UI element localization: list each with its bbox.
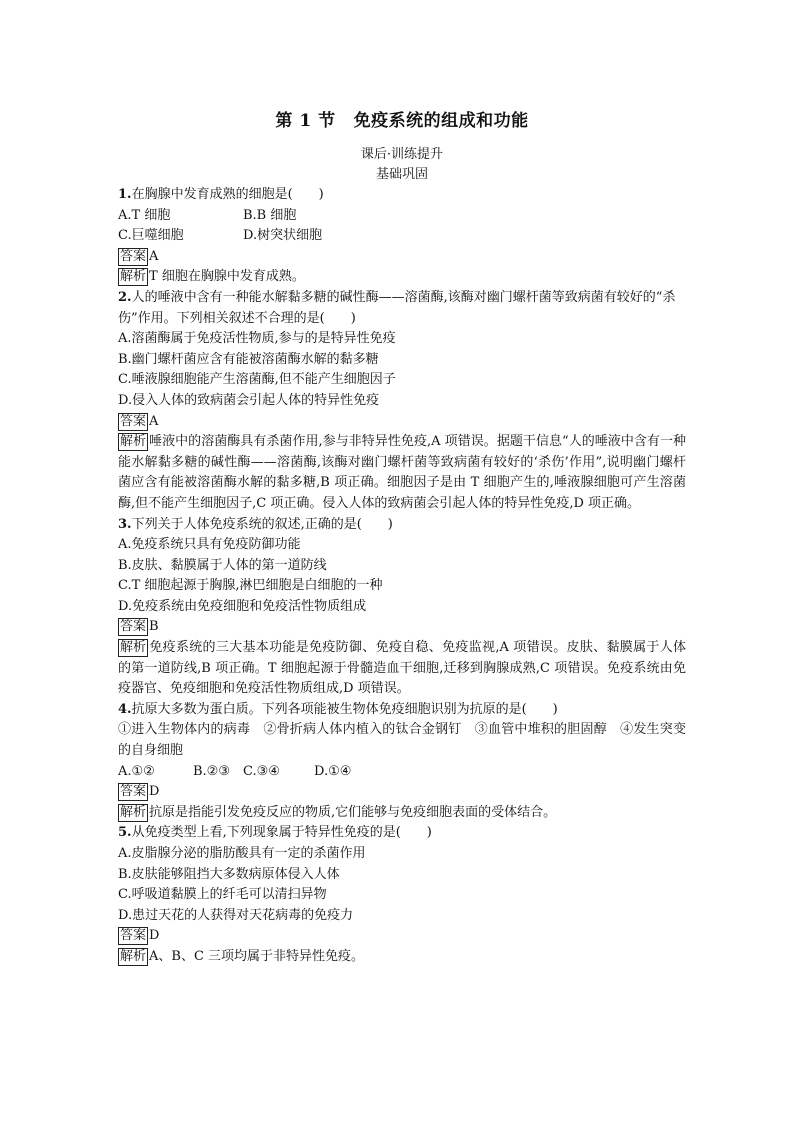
question-number: 5. bbox=[118, 825, 132, 841]
question-stem: 人的唾液中含有一种能水解黏多糖的碱性酶——溶菌酶,该酶对幽门螺杆菌等致病菌有较好的“杀伤”作用。下列相关叙述不合理的是( ) bbox=[118, 289, 676, 326]
subtitle-practice: 课后·训练提升 bbox=[360, 147, 444, 162]
question-stem: 下列关于人体免疫系统的叙述,正确的是( ) bbox=[131, 516, 393, 532]
question-2 bbox=[118, 288, 686, 329]
question-5 bbox=[118, 823, 686, 844]
answer-value: D bbox=[149, 784, 160, 800]
answer-line bbox=[118, 782, 686, 803]
option-a: A.①② bbox=[118, 763, 155, 779]
answer-tag: 答案 bbox=[120, 248, 147, 264]
option-d: D.树突状细胞 bbox=[243, 228, 323, 244]
section-number: 第 1 节 bbox=[275, 111, 336, 131]
answer-tag: 答案 bbox=[120, 619, 147, 635]
analysis-text: T 细胞在胸腺中发育成熟。 bbox=[149, 269, 305, 285]
option-d: D.免疫系统由免疫细胞和免疫活性物质组成 bbox=[118, 598, 367, 614]
option-b: B.皮肤能够阻挡大多数病原体侵入人体 bbox=[118, 866, 340, 882]
analysis-text: 唾液中的溶菌酶具有杀菌作用,参与非特异性免疫,A 项错误。据题干信息“人的唾液中含有一种能水解黏多糖的碱性酶——溶菌酶,该酶对幽门螺杆菌等致病菌有较好的‘杀伤’作用”,说明幽门螺杆菌应含有能被溶菌酶水解的黏多糖,B 项正确。细胞因子是由 T 细胞产生的,唾液腺细胞可产生溶菌酶,但不能产生细胞因子,C 项正确。侵入人体的致病菌会引起人体的特异性免疫,D 项正确。 bbox=[118, 434, 686, 511]
page-title bbox=[118, 106, 686, 131]
option-a: A.溶菌酶属于免疫活性物质,参与的是特异性免疫 bbox=[118, 331, 396, 347]
question-number: 2. bbox=[118, 289, 132, 305]
question-number: 3. bbox=[118, 516, 132, 532]
answer-tag: 答案 bbox=[120, 413, 147, 429]
option-d: D.侵入人体的致病菌会引起人体的特异性免疫 bbox=[118, 392, 380, 408]
question-1 bbox=[118, 185, 686, 206]
question-stem: 抗原大多数为蛋白质。下列各项能被生物体免疫细胞识别为抗原的是( ) bbox=[131, 701, 558, 717]
options-row bbox=[118, 226, 686, 247]
analysis-tag: 解析 bbox=[120, 948, 147, 964]
question-items: ①进入生物体内的病毒 ②骨折病人体内植入的钛合金钢钉 ③血管中堆积的胆固醇 ④发生突变的自身细胞 bbox=[118, 722, 686, 759]
analysis-text: 免疫系统的三大基本功能是免疫防御、免疫自稳、免疫监视,A 项错误。皮肤、黏膜属于人体的第一道防线,B 项正确。T 细胞起源于骨髓造血干细胞,迁移到胸腺成熟,C 项错误。免疫系统由免疫器官、免疫细胞和免疫活性物质组成,D 项错误。 bbox=[118, 640, 686, 697]
answer-value: A bbox=[149, 248, 159, 264]
worksheet-page bbox=[118, 98, 686, 968]
answer-value: D bbox=[149, 928, 160, 944]
options-row bbox=[118, 206, 686, 227]
analysis-block bbox=[118, 432, 686, 514]
analysis-text: 抗原是指能引发免疫反应的物质,它们能够与免疫细胞表面的受体结合。 bbox=[149, 804, 557, 820]
option-b: B.皮肤、黏膜属于人体的第一道防线 bbox=[118, 557, 327, 573]
analysis-tag: 解析 bbox=[120, 804, 147, 820]
answer-tag: 答案 bbox=[120, 784, 147, 800]
question-number: 1. bbox=[118, 187, 132, 202]
option-c: C.呼吸道黏膜上的纤毛可以清扫异物 bbox=[118, 887, 327, 903]
answer-line bbox=[118, 926, 686, 947]
question-3 bbox=[118, 515, 686, 536]
option-a: A.免疫系统只具有免疫防御功能 bbox=[118, 537, 301, 553]
option-c: C.③④ bbox=[243, 763, 280, 779]
analysis-block bbox=[118, 638, 686, 700]
option-d: D.①④ bbox=[314, 763, 352, 779]
answer-line bbox=[118, 247, 686, 268]
analysis-tag: 解析 bbox=[120, 640, 147, 656]
analysis-block bbox=[118, 267, 686, 288]
section-name: 免疫系统的组成和功能 bbox=[353, 111, 529, 131]
subtitle-basic: 基础巩固 bbox=[375, 167, 428, 182]
option-a: A.T 细胞 bbox=[118, 207, 171, 223]
option-d: D.患过天花的人获得对天花病毒的免疫力 bbox=[118, 907, 354, 923]
answer-tag: 答案 bbox=[120, 928, 147, 944]
analysis-tag: 解析 bbox=[120, 269, 147, 285]
analysis-text: A、B、C 三项均属于非特异性免疫。 bbox=[149, 948, 365, 964]
option-c: C.唾液腺细胞能产生溶菌酶,但不能产生细胞因子 bbox=[118, 372, 396, 388]
analysis-block bbox=[118, 947, 686, 968]
answer-line bbox=[118, 412, 686, 433]
analysis-block bbox=[118, 803, 686, 824]
answer-line bbox=[118, 617, 686, 638]
option-b: B.B 细胞 bbox=[243, 207, 297, 223]
question-4 bbox=[118, 700, 686, 721]
answer-value: B bbox=[149, 619, 159, 635]
answer-value: A bbox=[149, 413, 159, 429]
question-number: 4. bbox=[118, 701, 132, 717]
option-b: B.幽门螺杆菌应含有能被溶菌酶水解的黏多糖 bbox=[118, 351, 379, 367]
question-stem: 从免疫类型上看,下列现象属于特异性免疫的是( ) bbox=[131, 825, 432, 841]
option-c: C.巨噬细胞 bbox=[118, 228, 184, 244]
option-b: B.②③ bbox=[193, 763, 230, 779]
options-row bbox=[118, 762, 686, 783]
question-stem: 在胸腺中发育成熟的细胞是( ) bbox=[131, 187, 324, 202]
option-a: A.皮脂腺分泌的脂肪酸具有一定的杀菌作用 bbox=[118, 846, 366, 861]
analysis-tag: 解析 bbox=[120, 434, 147, 450]
option-c: C.T 细胞起源于胸腺,淋巴细胞是白细胞的一种 bbox=[118, 578, 383, 594]
